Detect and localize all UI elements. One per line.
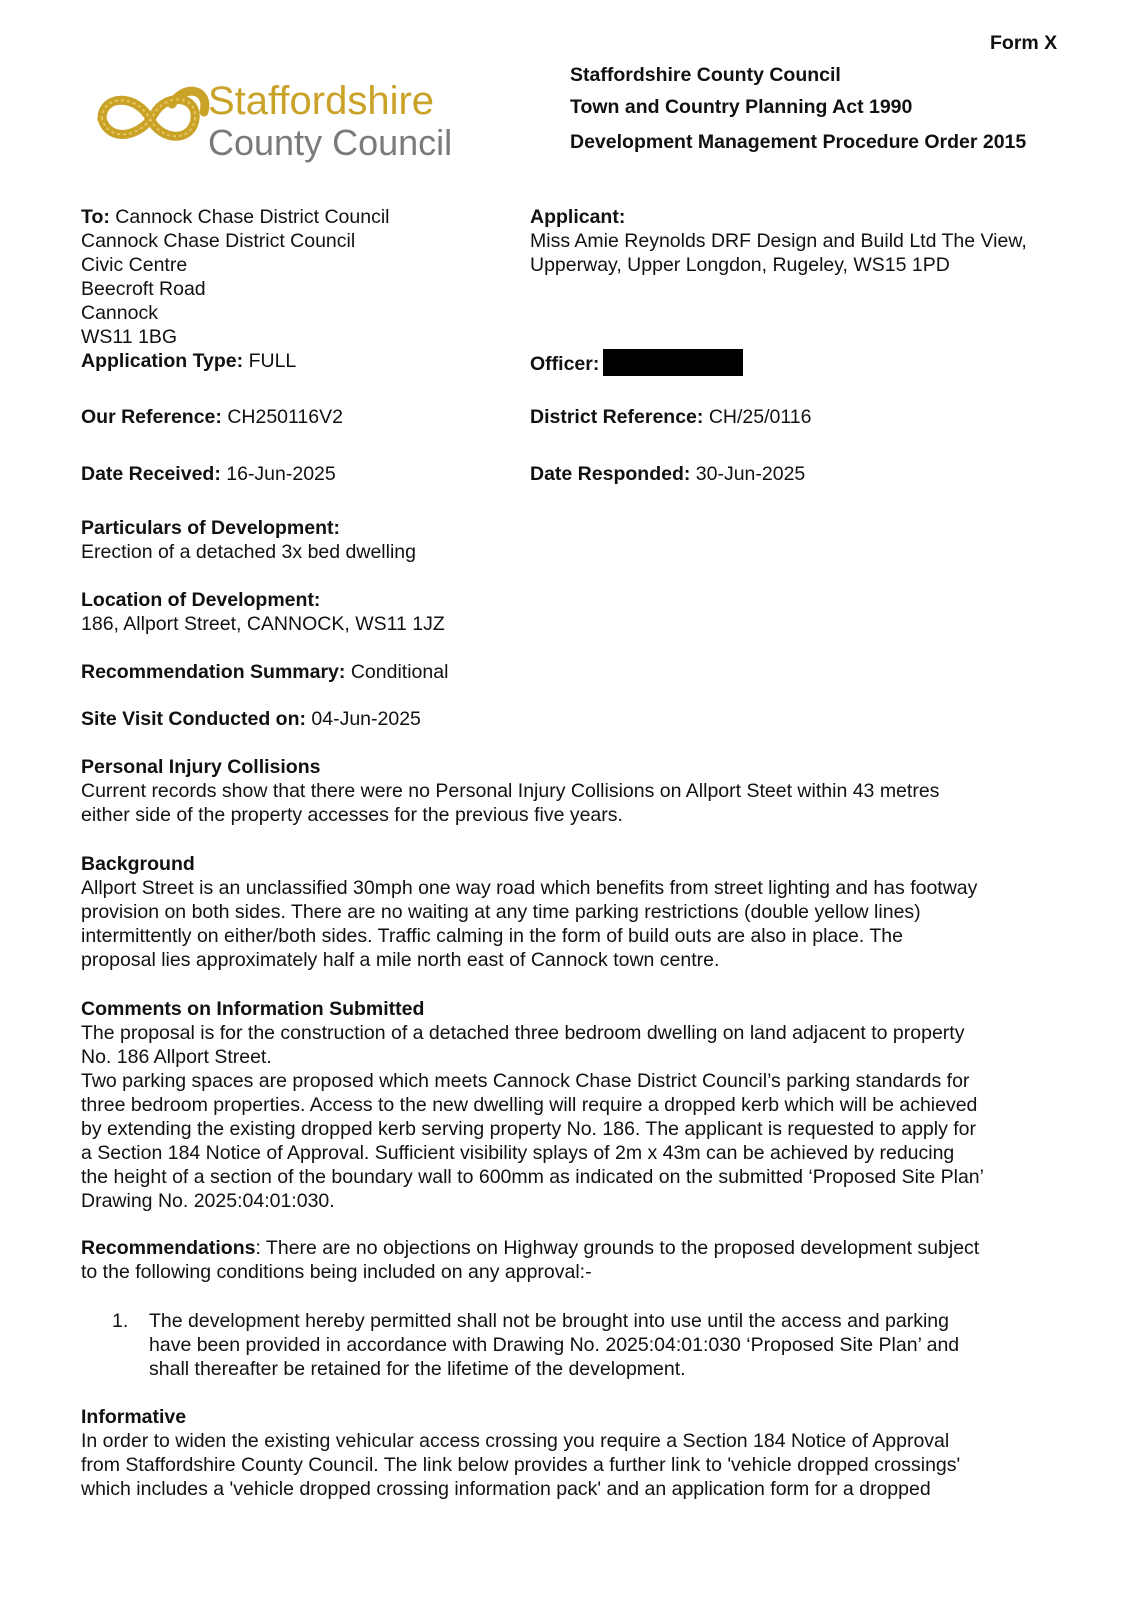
site-visit-label: Site Visit Conducted on: (81, 708, 306, 730)
background-heading: Background (81, 853, 195, 875)
comments-line: three bedroom properties. Access to the new dwelling will require a dropped kerb which will be achieved (81, 1094, 978, 1116)
recommendation-summary (81, 660, 1061, 684)
particulars-label: Particulars of Development: (81, 517, 340, 539)
officer-label: Officer: (530, 353, 600, 375)
to-name: Cannock Chase District Council (115, 206, 390, 228)
background-line: provision on both sides. There are no waiting at any time parking restrictions (double yellow lines) (81, 901, 921, 923)
conditions-list (112, 1309, 1052, 1381)
district-reference (530, 405, 811, 429)
date-received-label: Date Received: (81, 463, 221, 485)
location-label: Location of Development: (81, 589, 321, 611)
to-address-line: Cannock Chase District Council (81, 230, 356, 252)
comments-line: Two parking spaces are proposed which meets Cannock Chase District Council’s parking standards for (81, 1070, 970, 1092)
condition-number: 1. (112, 1310, 129, 1332)
our-reference-label: Our Reference: (81, 406, 222, 428)
informative-line: In order to widen the existing vehicular access crossing you require a Section 184 Notice of Approval (81, 1430, 950, 1452)
location-section (81, 588, 1061, 636)
background-line: intermittently on either/both sides. Traffic calming in the form of build outs are also in place. The (81, 925, 903, 947)
particulars-section (81, 516, 1061, 564)
to-address-line: Civic Centre (81, 254, 188, 276)
to-address-line: Cannock (81, 302, 158, 324)
officer-redaction (603, 349, 743, 376)
recommendations-text: : There are no objections on Highway grounds to the proposed development subject (255, 1237, 980, 1259)
informative-line: from Staffordshire County Council. The link below provides a further link to 'vehicle dropped crossings' (81, 1454, 961, 1476)
comments-line: The proposal is for the construction of a detached three bedroom dwelling on land adjacent to property (81, 1022, 965, 1044)
applicant-block (530, 205, 1090, 277)
site-visit (81, 707, 1061, 731)
background-line: Allport Street is an unclassified 30mph one way road which benefits from street lighting and has footway (81, 877, 978, 899)
background-line: proposal lies approximately half a mile north east of Cannock town centre. (81, 949, 720, 971)
date-responded-value: 30-Jun-2025 (695, 463, 806, 485)
comments-heading: Comments on Information Submitted (81, 998, 425, 1020)
our-reference-value: CH250116V2 (227, 406, 343, 428)
comments-section (81, 997, 1061, 1213)
particulars-value: Erection of a detached 3x bed dwelling (81, 541, 416, 563)
to-address-line: WS11 1BG (81, 326, 178, 348)
date-responded (530, 462, 805, 486)
site-visit-value: 04-Jun-2025 (311, 708, 421, 730)
recommendation-summary-label: Recommendation Summary: (81, 661, 346, 683)
recommendations-text: to the following conditions being included on any approval:- (81, 1261, 592, 1283)
recipient-block (81, 205, 521, 349)
recommendation-summary-value: Conditional (350, 661, 449, 683)
date-received-value: 16-Jun-2025 (226, 463, 336, 485)
recommendations-label: Recommendations (81, 1237, 256, 1259)
applicant-line: Miss Amie Reynolds DRF Design and Build Ltd The View, (530, 230, 1027, 252)
list-item (112, 1309, 1052, 1381)
collisions-heading: Personal Injury Collisions (81, 756, 321, 778)
comments-line: the height of a section of the boundary wall to 600mm as indicated on the submitted ‘Proposed Site Plan’ (81, 1166, 984, 1188)
comments-line: Drawing No. 2025:04:01:030. (81, 1190, 335, 1212)
to-label: To: (81, 206, 110, 228)
district-reference-value: CH/25/0116 (708, 406, 812, 428)
date-responded-label: Date Responded: (530, 463, 691, 485)
condition-line: shall thereafter be retained for the lifetime of the development. (149, 1358, 686, 1380)
condition-line: The development hereby permitted shall not be brought into use until the access and parking (149, 1310, 949, 1332)
form-label: Form X (990, 32, 1058, 54)
recommendations-section (81, 1236, 1061, 1284)
council-logo (92, 74, 472, 174)
informative-line: which includes a 'vehicle dropped crossing information pack' and an application form for a dropped (81, 1478, 931, 1500)
comments-line: No. 186 Allport Street. (81, 1046, 272, 1068)
our-reference (81, 405, 343, 429)
header-act: Town and Country Planning Act 1990 (570, 96, 913, 118)
applicant-line: Upperway, Upper Longdon, Rugeley, WS15 1PD (530, 254, 950, 276)
staffordshire-knot-icon (92, 74, 472, 174)
logo-line2: County Council (208, 122, 453, 163)
district-reference-label: District Reference: (530, 406, 704, 428)
date-received (81, 462, 336, 486)
application-type-label: Application Type: (81, 350, 244, 372)
header-order: Development Management Procedure Order 2015 (570, 131, 1027, 153)
location-value: 186, Allport Street, CANNOCK, WS11 1JZ (81, 613, 445, 635)
comments-line: a Section 184 Notice of Approval. Sufficient visibility splays of 2m x 43m can be achieved by reducing (81, 1142, 955, 1164)
logo-line1: Staffordshire (208, 79, 435, 123)
applicant-label: Applicant: (530, 206, 626, 228)
officer (530, 349, 743, 376)
comments-line: by extending the existing dropped kerb serving property No. 186. The applicant is requested to apply for (81, 1118, 977, 1140)
collisions-line: Current records show that there were no Personal Injury Collisions on Allport Steet within 43 metres (81, 780, 940, 802)
informative-heading: Informative (81, 1406, 187, 1428)
application-type (81, 349, 296, 373)
background-section (81, 852, 1061, 972)
application-type-value: FULL (248, 350, 297, 372)
informative-section (81, 1405, 1061, 1501)
condition-line: have been provided in accordance with Drawing No. 2025:04:01:030 ‘Proposed Site Plan’ and (149, 1334, 960, 1356)
collisions-section (81, 755, 1061, 827)
header-council: Staffordshire County Council (570, 64, 841, 86)
collisions-line: either side of the property accesses for the previous five years. (81, 804, 623, 826)
to-address-line: Beecroft Road (81, 278, 206, 300)
